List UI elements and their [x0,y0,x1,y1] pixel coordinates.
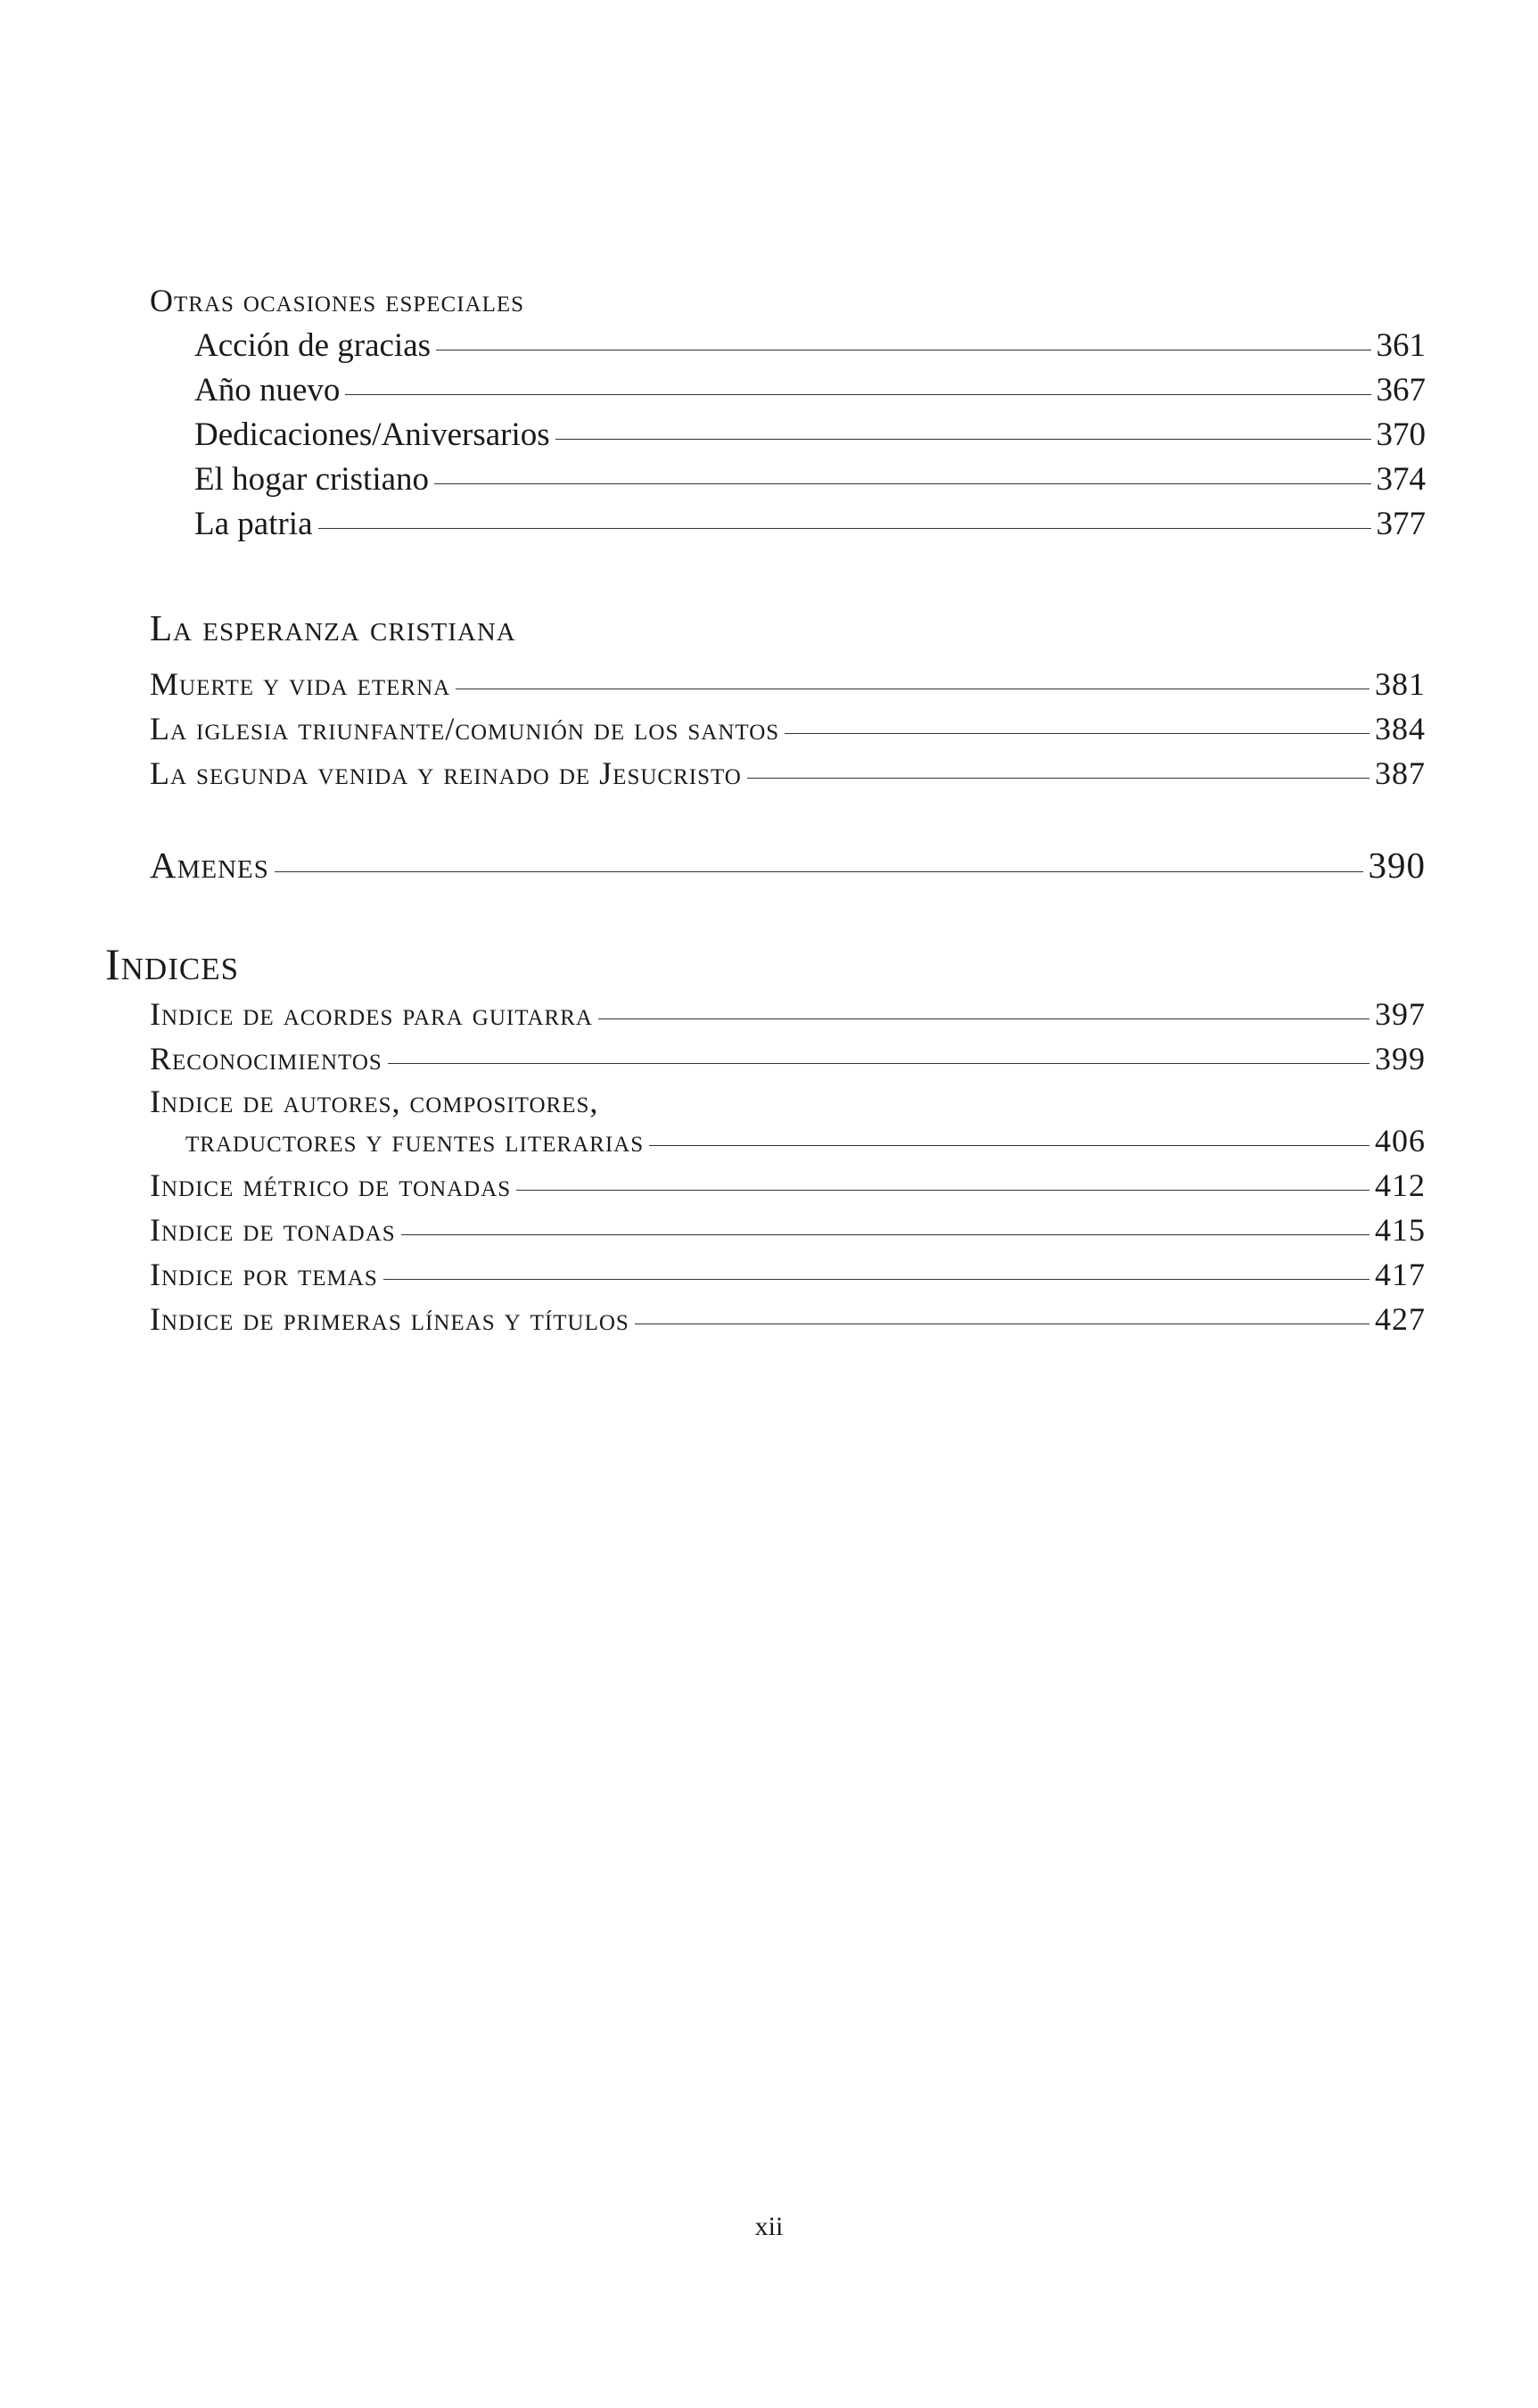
entry-page: 417 [1375,1257,1426,1292]
entry-page: 390 [1368,845,1426,886]
entry-page: 397 [1375,996,1426,1032]
entry-page: 374 [1376,461,1426,498]
toc-entry[interactable] [194,326,1426,367]
toc-entry[interactable] [150,1040,1426,1081]
entry-label: Indice por temas [150,1257,378,1292]
entry-page: 415 [1375,1212,1426,1248]
entry-page: 406 [1375,1123,1426,1159]
entry-label: Dedicaciones/Aniversarios [194,416,550,453]
entry-label: Muerte y vida eterna [150,666,451,702]
entry-page: 381 [1375,666,1426,702]
dot-leader [388,1063,1369,1064]
entry-label: Indice métrico de tonadas [150,1167,512,1203]
entry-label: Acción de gracias [194,327,432,364]
page-number: xii [754,2212,784,2241]
entry-label: Indice de primeras líneas y títulos [150,1301,629,1337]
toc-entry[interactable] [194,460,1426,501]
entry-label: Amenes [150,845,269,886]
toc-entry[interactable] [150,710,1426,751]
entry-label: Indice de tonadas [150,1212,396,1248]
dot-leader [383,1279,1369,1280]
entry-page: 384 [1375,711,1426,746]
entry-label: Reconocimientos [150,1041,382,1076]
toc-entry[interactable] [194,371,1426,412]
entry-page: 367 [1376,372,1426,408]
entry-label: La patria [194,506,313,542]
toc-entry[interactable] [150,995,1426,1036]
dot-leader [555,439,1371,440]
entry-label: Indice de acordes para guitarra [150,996,593,1032]
entry-page: 370 [1376,416,1426,453]
toc-entry[interactable] [150,1300,1426,1341]
entry-label: La segunda venida y reinado de Jesucristo [150,755,742,791]
entry-label: La iglesia triunfante/comunión de los santos [150,711,780,746]
dot-leader [434,483,1370,484]
dot-leader [747,778,1369,779]
toc-entry[interactable] [150,755,1426,796]
toc-entry[interactable] [150,1256,1426,1297]
dot-leader [401,1234,1369,1235]
entry-label-line1: Indice de autores, compositores, [150,1084,599,1119]
toc-entry[interactable] [185,1122,1426,1163]
toc-entry[interactable] [150,1211,1426,1252]
toc-entry[interactable] [150,1167,1426,1208]
dot-leader [275,871,1363,872]
entry-page: 361 [1376,327,1426,364]
dot-leader [345,394,1370,395]
entry-page: 377 [1376,506,1426,542]
toc-entry[interactable] [194,505,1426,546]
dot-leader [785,733,1369,734]
entry-label: Año nuevo [194,372,341,408]
entry-label: El hogar cristiano [194,461,430,498]
dot-leader [318,528,1371,529]
entry-label-line2: traductores y fuentes literarias [185,1123,645,1159]
dot-leader [516,1190,1369,1191]
toc-entry-amenes[interactable] [150,844,1426,885]
entry-page: 412 [1375,1167,1426,1203]
section-heading-otras: Otras ocasiones especiales [150,283,525,318]
entry-page: 399 [1375,1041,1426,1076]
entry-page: 427 [1375,1301,1426,1337]
dot-leader [598,1018,1369,1019]
dot-leader [649,1145,1369,1146]
section-heading-esperanza: La esperanza cristiana [150,607,516,648]
entry-page: 387 [1375,755,1426,791]
toc-entry[interactable] [194,416,1426,457]
section-heading-indices: Indices [105,939,240,989]
toc-entry[interactable] [150,665,1426,706]
